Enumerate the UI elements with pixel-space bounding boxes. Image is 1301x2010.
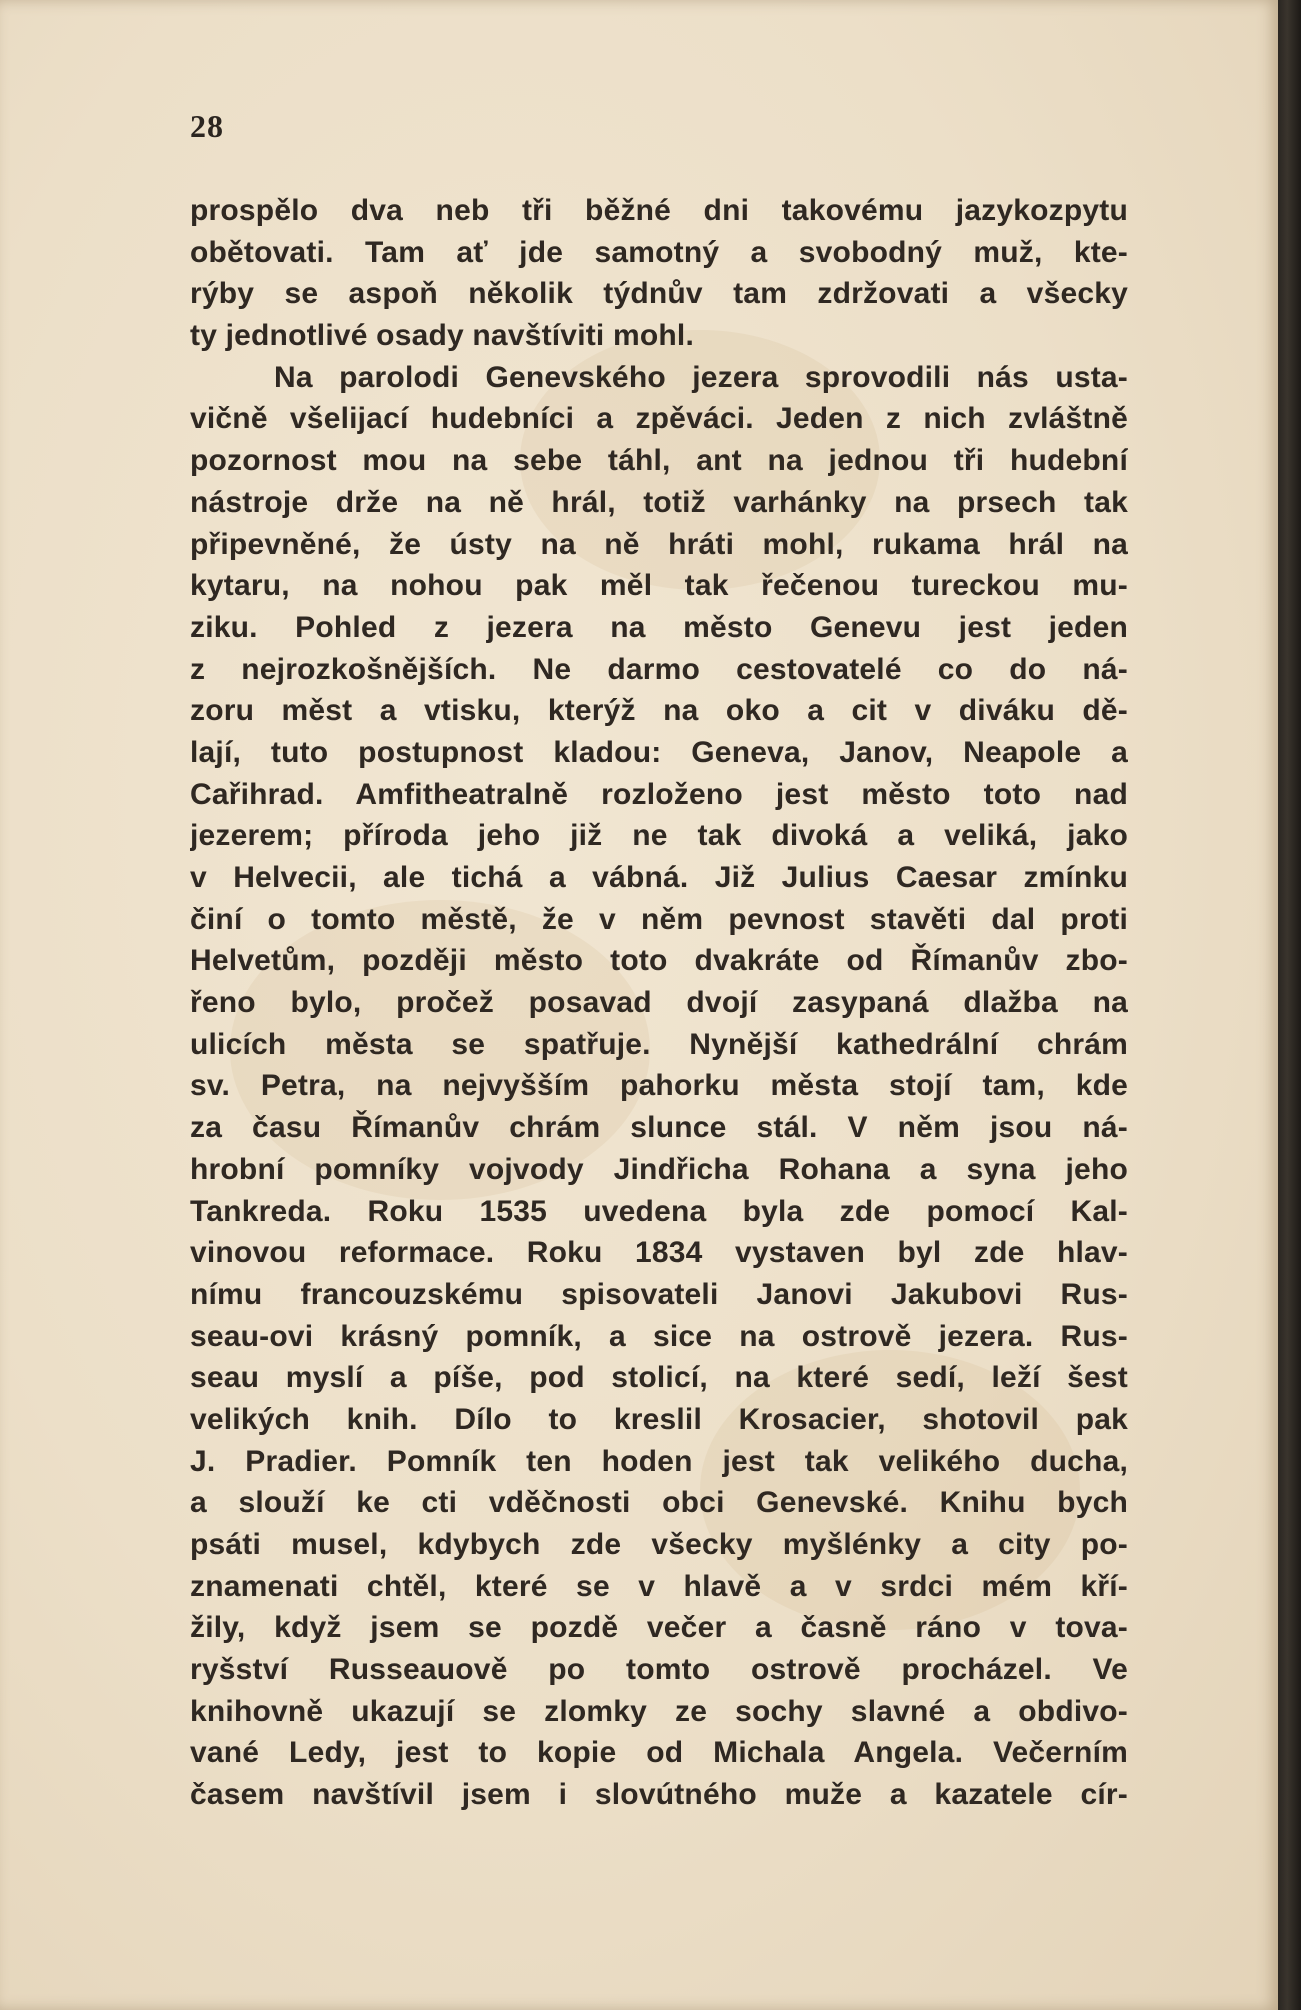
text-line: lají, tuto postupnost kladou: Geneva, Janov, Neapole a [190, 735, 1128, 769]
text-line: pozornost mou na sebe táhl, ant na jednou tři hudební [190, 444, 1128, 478]
text-line: sv. Petra, na nejvyšším pahorku města stojí tam, kde [190, 1069, 1128, 1103]
text-line: ryšství Russeauově po tomto ostrově procházel. Ve [190, 1653, 1128, 1687]
text-line: knihovně ukazují se zlomky ze sochy slavné a obdivo- [190, 1694, 1128, 1728]
text-line: vinovou reformace. Roku 1834 vystaven byl zde hlav- [190, 1236, 1128, 1270]
text-line: znamenati chtěl, které se v hlavě a v srdci mém kří- [190, 1569, 1128, 1603]
text-line: J. Pradier. Pomník ten hoden jest tak velikého ducha, [190, 1444, 1128, 1478]
text-line: psáti musel, kdybych zde všecky myšlénky a city po- [190, 1528, 1128, 1561]
text-line: vičně všelijací hudebníci a zpěváci. Jeden z nich zvláštně [190, 402, 1128, 436]
text-line: připevněné, že ústy na ně hráti mohl, rukama hrál na [190, 527, 1128, 561]
text-line: vané Ledy, jest to kopie od Michala Angela. Večerním [190, 1736, 1128, 1770]
text-line: žily, když jsem se pozdě večer a časně ráno v tova- [190, 1611, 1128, 1645]
text-line: činí o tomto městě, že v něm pevnost stavěti dal proti [190, 902, 1128, 936]
text-line: zoru měst a vtisku, kterýž na oko a cit v diváku dě- [190, 694, 1128, 728]
text-line: a slouží ke cti vděčnosti obci Genevské. Knihu bych [190, 1486, 1128, 1520]
body-text [190, 190, 1128, 1816]
text-line: ty jednotlivé osady navštíviti mohl. [190, 319, 694, 353]
text-line: Na parolodi Genevského jezera sprovodili nás usta- [274, 360, 1128, 394]
text-line: řeno bylo, pročež posavad dvojí zasypaná dlažba na [190, 986, 1128, 1020]
text-line: z nejrozkošnějších. Ne darmo cestovatelé co do ná- [190, 652, 1128, 686]
text-line: kytaru, na nohou pak měl tak řečenou tureckou mu- [190, 569, 1128, 603]
text-line: ulicích města se spatřuje. Nynější kathedrální chrám [190, 1027, 1128, 1061]
text-line: nímu francouzskému spisovateli Janovi Jakubovi Rus- [190, 1277, 1128, 1311]
text-line: seau myslí a píše, pod stolicí, na které sedí, leží šest [190, 1361, 1128, 1395]
text-line: hrobní pomníky vojvody Jindřicha Rohana a syna jeho [190, 1152, 1128, 1186]
text-line: seau-ovi krásný pomník, a sice na ostrově jezera. Rus- [190, 1319, 1128, 1353]
text-line: velikých knih. Dílo to kreslil Krosacier, shotovil pak [190, 1402, 1128, 1436]
page-number: 28 [190, 108, 224, 144]
text-line: Tankreda. Roku 1535 uvedena byla zde pomocí Kal- [190, 1194, 1128, 1228]
text-line: obětovati. Tam ať jde samotný a svobodný muž, kte- [190, 235, 1128, 269]
book-spine-edge [1278, 0, 1301, 2010]
text-line: v Helvecii, ale tichá a vábná. Již Julius Caesar zmínku [190, 861, 1128, 894]
text-line: jezerem; příroda jeho již ne tak divoká a veliká, jako [190, 819, 1128, 853]
text-line: ziku. Pohled z jezera na město Genevu jest jeden [190, 610, 1128, 644]
text-line: nástroje drže na ně hrál, totiž varhánky na prsech tak [190, 485, 1128, 519]
text-line: prospělo dva neb tři běžné dni takovému jazykozpytu [190, 194, 1128, 227]
text-line: za času Římanův chrám slunce stál. V něm jsou ná- [190, 1111, 1128, 1145]
text-line: rýby se aspoň několik týdnův tam zdržovati a všecky [190, 277, 1128, 311]
text-line: Helvetům, později město toto dvakráte od Římanův zbo- [190, 944, 1128, 978]
text-line: Cařihrad. Amfitheatralně rozloženo jest město toto nad [190, 777, 1128, 811]
text-line: časem navštívil jsem i slovútného muže a kazatele cír- [190, 1778, 1128, 1812]
